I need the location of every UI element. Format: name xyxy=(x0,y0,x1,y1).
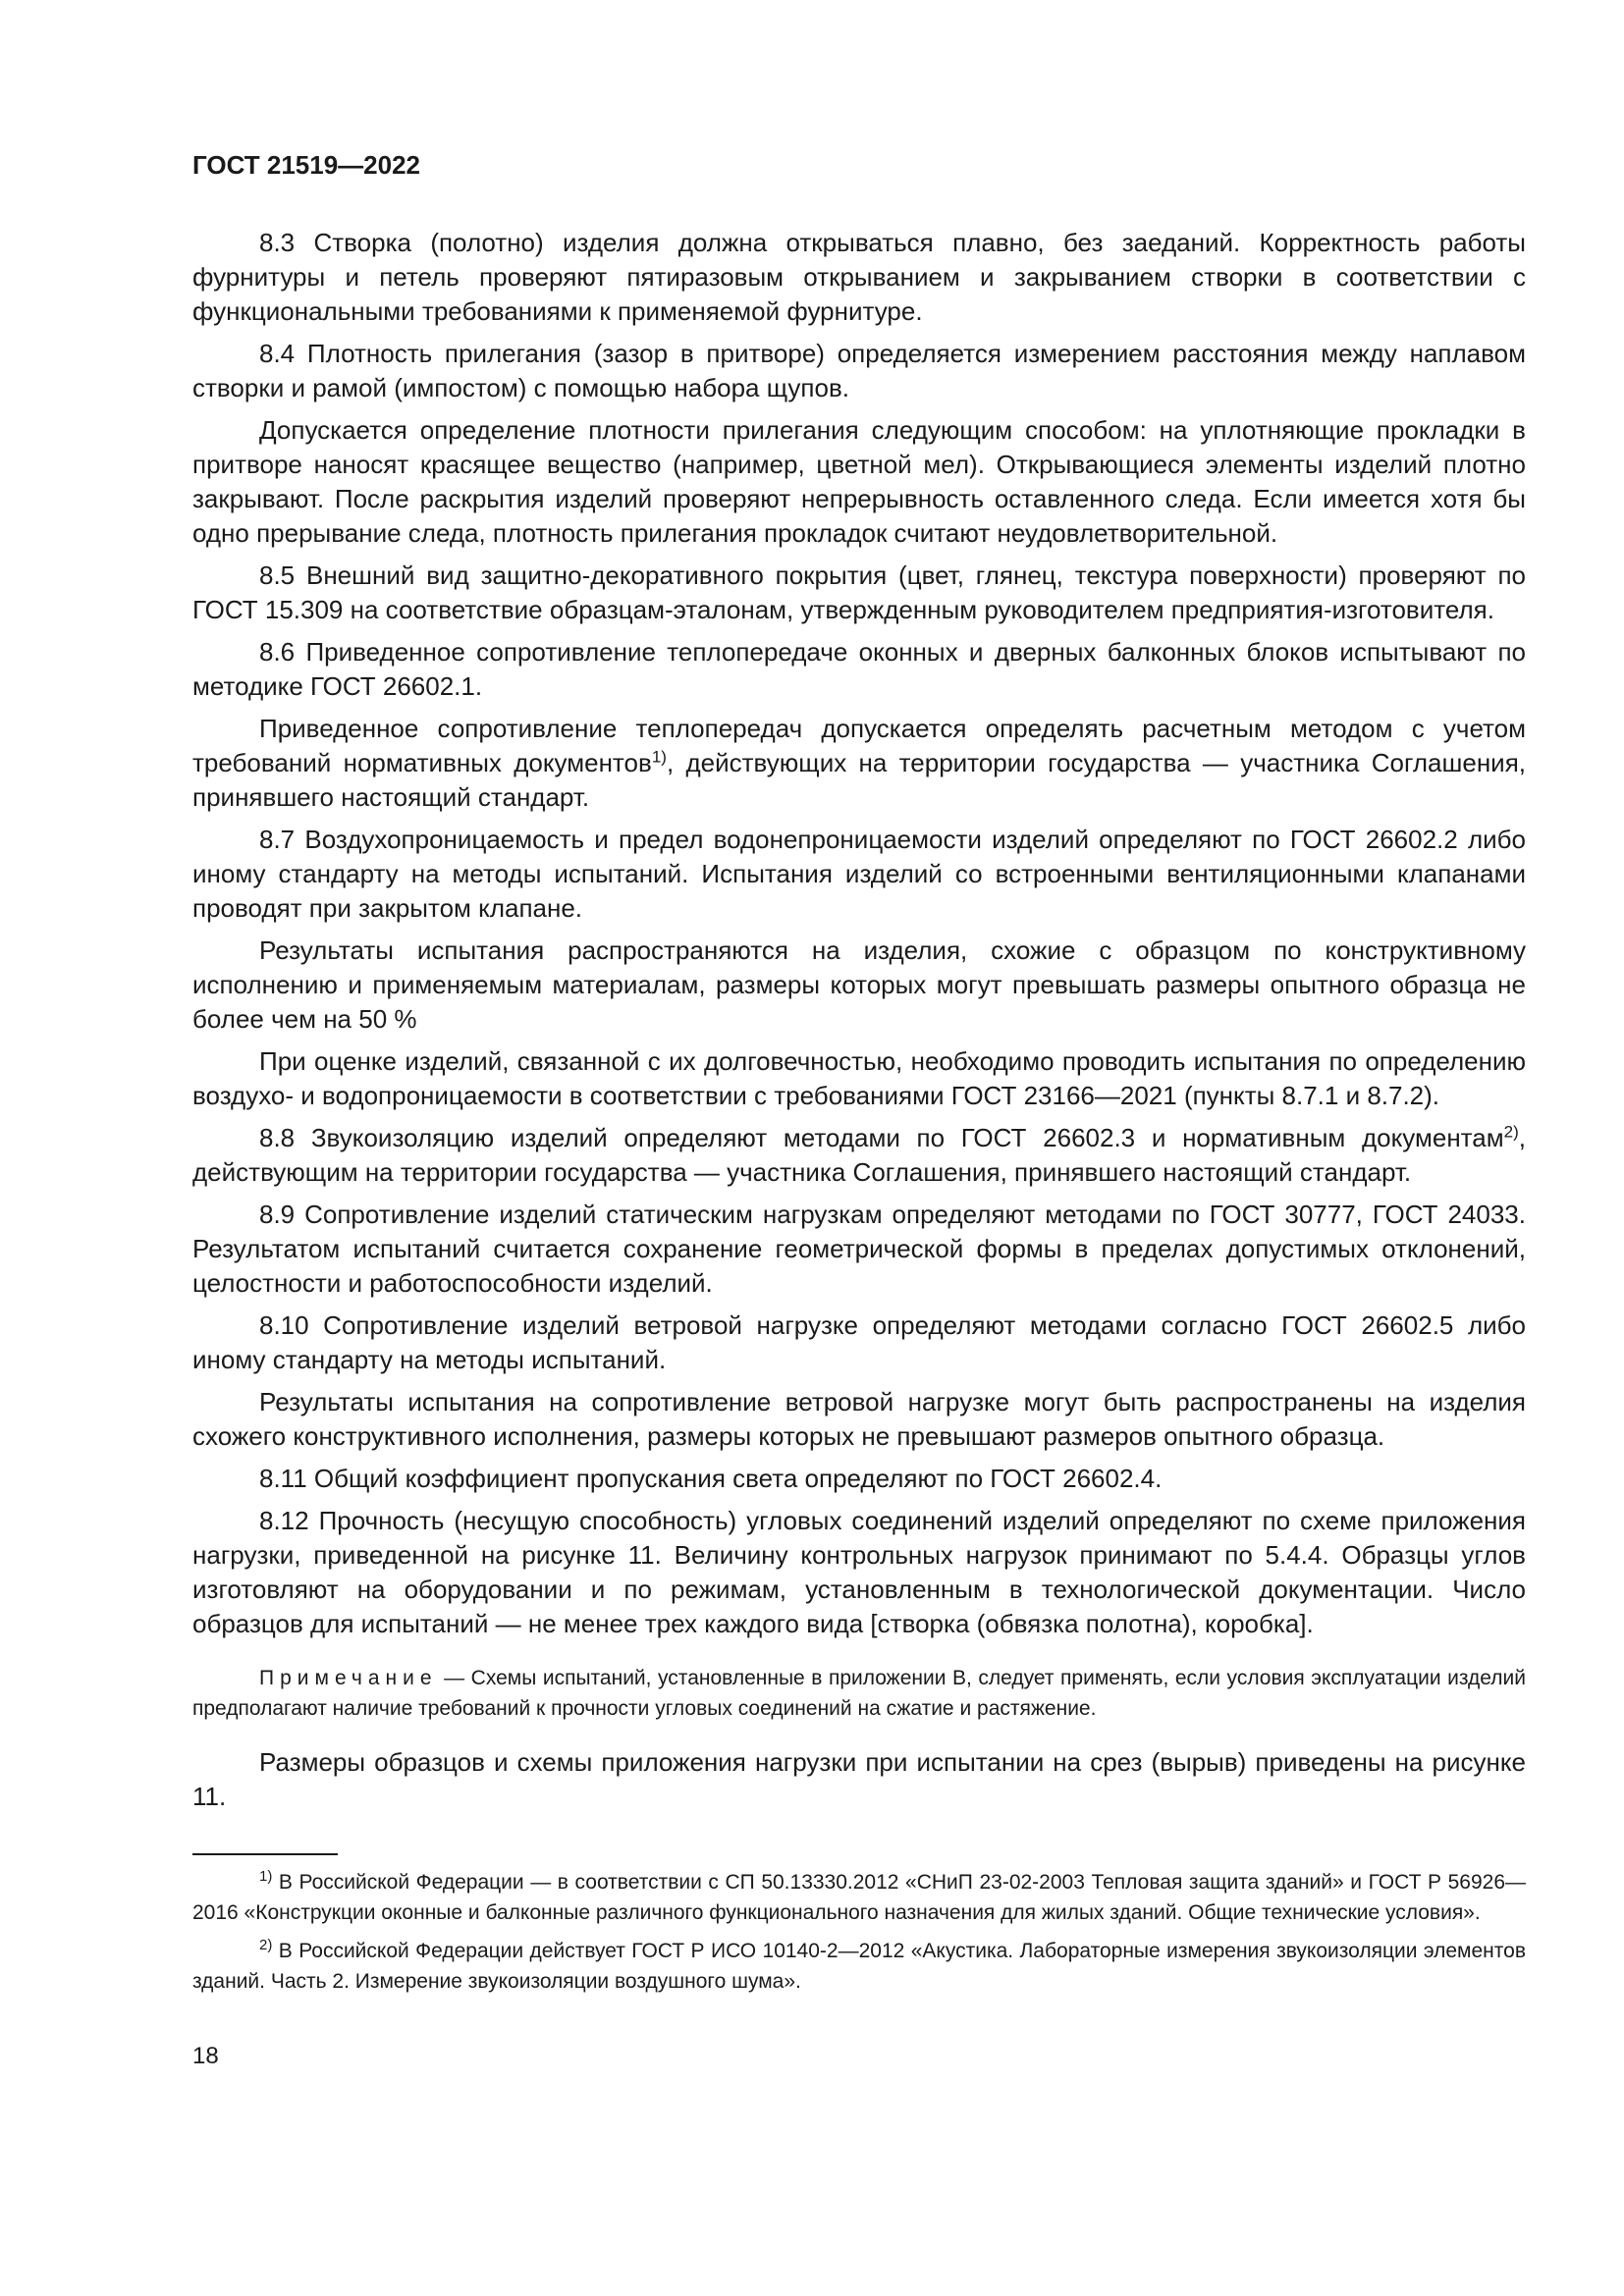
paragraph-text: , действующих на территории государства — участника Соглашения, принявшего настоящий стандарт. xyxy=(192,748,1526,812)
paragraph-8-3 xyxy=(192,226,1526,329)
footnote-2 xyxy=(192,1936,1526,1997)
paragraph-text: Размеры образцов и схемы приложения нагрузки при испытании на срез (вырыв) приведены на рисунке 11. xyxy=(192,1747,1526,1811)
paragraph-text: 8.11 Общий коэффициент пропускания света определяют по ГОСТ 26602.4. xyxy=(259,1464,1163,1493)
page-number: 18 xyxy=(192,2043,219,2069)
footnote-text: В Российской Федерации действует ГОСТ Р ИСО 10140-2—2012 «Акустика. Лабораторные измерения звукоизоляции элементов зданий. Часть 2. Измерение звукоизоляции воздушного шума». xyxy=(192,1940,1526,1993)
paragraph-text: Приведенное сопротивление теплопередач допускается определять расчетным методом с учетом требований нормативных документов xyxy=(192,714,1526,777)
note xyxy=(192,1663,1526,1724)
paragraph-text: Результаты испытания распространяются на изделия, схожие с образцом по конструктивному исполнению и применяемым материалам, размеры которых могут превышать размеры опытного образца не более чем на 50 % xyxy=(192,935,1526,1034)
paragraph-8-4 xyxy=(192,337,1526,405)
footnote-marker: 1) xyxy=(259,1868,273,1885)
paragraph-8-5 xyxy=(192,559,1526,627)
note-label: Примечание xyxy=(259,1667,438,1689)
paragraph-8-7 xyxy=(192,823,1526,926)
footnote-divider xyxy=(192,1853,338,1855)
body-text xyxy=(192,226,1526,1641)
paragraph-text: 8.3 Створка (полотно) изделия должна открываться плавно, без заеданий. Корректность работы фурнитуры и петель проверяют пятиразовым открыванием и закрыванием створки в соответствии с функциональными требованиями к применяемой фурнитуре. xyxy=(192,228,1526,326)
body-text-closing xyxy=(192,1745,1526,1814)
paragraph-8-8 xyxy=(192,1121,1526,1190)
paragraph-8-12 xyxy=(192,1504,1526,1641)
paragraph-8-6-calc xyxy=(192,712,1526,815)
paragraph-8-4-alt-method xyxy=(192,413,1526,551)
footnote-ref-2[interactable]: 2) xyxy=(1503,1122,1519,1142)
paragraph-text: 8.5 Внешний вид защитно-декоративного покрытия (цвет, глянец, текстура поверхности) проверяют по ГОСТ 15.309 на соответствие образцам-эталонам, утвержденным руководителем предприятия-изготовителя. xyxy=(192,561,1526,624)
paragraph-text: 8.10 Сопротивление изделий ветровой нагрузке определяют методами согласно ГОСТ 26602.5 либо иному стандарту на методы испытаний. xyxy=(192,1310,1526,1374)
footnote-text: В Российской Федерации — в соответствии с СП 50.13330.2012 «СНиП 23-02-2003 Тепловая защита зданий» и ГОСТ Р 56926—2016 «Конструкции оконные и балконные различного функционального назначения для жилых зданий. Общие технические условия». xyxy=(192,1871,1526,1924)
paragraph-8-11 xyxy=(192,1462,1526,1496)
paragraph-text: 8.9 Сопротивление изделий статическим нагрузкам определяют методами по ГОСТ 30777, ГОСТ 24033. Результатом испытаний считается сохранение геометрической формы в пределах допустимых отклонений, целостности и работоспособности изделий. xyxy=(192,1200,1526,1298)
footnote-1 xyxy=(192,1867,1526,1928)
paragraph-8-10 xyxy=(192,1308,1526,1377)
paragraph-8-7-durability xyxy=(192,1044,1526,1113)
paragraph-text: 8.7 Воздухопроницаемость и предел водонепроницаемости изделий определяют по ГОСТ 26602.2 либо иному стандарту на методы испытаний. Испытания изделий со встроенными вентиляционными клапанами проводят при закрытом клапане. xyxy=(192,825,1526,923)
paragraph-text: 8.6 Приведенное сопротивление теплопередаче оконных и дверных балконных блоков испытывают по методике ГОСТ 26602.1. xyxy=(192,637,1526,701)
paragraph-text: При оценке изделий, связанной с их долговечностью, необходимо проводить испытания по определению воздухо- и водопроницаемости в соответствии с требованиями ГОСТ 23166—2021 (пункты 8.7.1 и 8.7.2). xyxy=(192,1046,1526,1110)
paragraph-text: Допускается определение плотности прилегания следующим способом: на уплотняющие прокладки в притворе наносят красящее вещество (например, цветной мел). Открывающиеся элементы изделий плотно закрывают. После раскрытия изделий проверяют непрерывность оставленного следа. Если имеется хотя бы одно прерывание следа, плотность прилегания прокладок считают неудовлетворительной. xyxy=(192,415,1526,548)
paragraph-text: 8.12 Прочность (несущую способность) угловых соединений изделий определяют по схеме приложения нагрузки, приведенной на рисунке 11. Величину контрольных нагрузок принимают по 5.4.4. Образцы углов изготовляют на оборудовании и по режимам, установленным в технологической документации. Число образцов для испытаний — не менее трех каждого вида [створка (обвязка полотна), коробка]. xyxy=(192,1506,1526,1638)
document-header: ГОСТ 21519—2022 xyxy=(192,150,420,180)
paragraph-text: , действующим на территории государства — участника Соглашения, принявшего настоящий стандарт. xyxy=(192,1123,1526,1187)
paragraph-text: 8.8 Звукоизоляцию изделий определяют методами по ГОСТ 26602.3 и нормативным документам xyxy=(259,1123,1504,1152)
paragraph-8-6 xyxy=(192,635,1526,704)
paragraph-text: Результаты испытания на сопротивление ветровой нагрузке могут быть распространены на изделия схожего конструктивного исполнения, размеры которых не превышают размеров опытного образца. xyxy=(192,1387,1526,1451)
paragraph-text: 8.4 Плотность прилегания (зазор в притворе) определяется измерением расстояния между наплавом створки и рамой (импостом) с помощью набора щупов. xyxy=(192,339,1526,402)
paragraph-8-7-results xyxy=(192,934,1526,1037)
paragraph-8-9 xyxy=(192,1198,1526,1301)
paragraph-closing xyxy=(192,1745,1526,1814)
note-text: — Схемы испытаний, установленные в приложении В, следует применять, если условия эксплуатации изделий предполагают наличие требований к прочности угловых соединений на сжатие и растяжение. xyxy=(192,1667,1526,1720)
paragraph-8-10-results xyxy=(192,1385,1526,1454)
document-page xyxy=(192,147,1526,2004)
footnote-marker: 2) xyxy=(259,1937,273,1953)
footnote-ref-1[interactable]: 1) xyxy=(651,747,667,767)
